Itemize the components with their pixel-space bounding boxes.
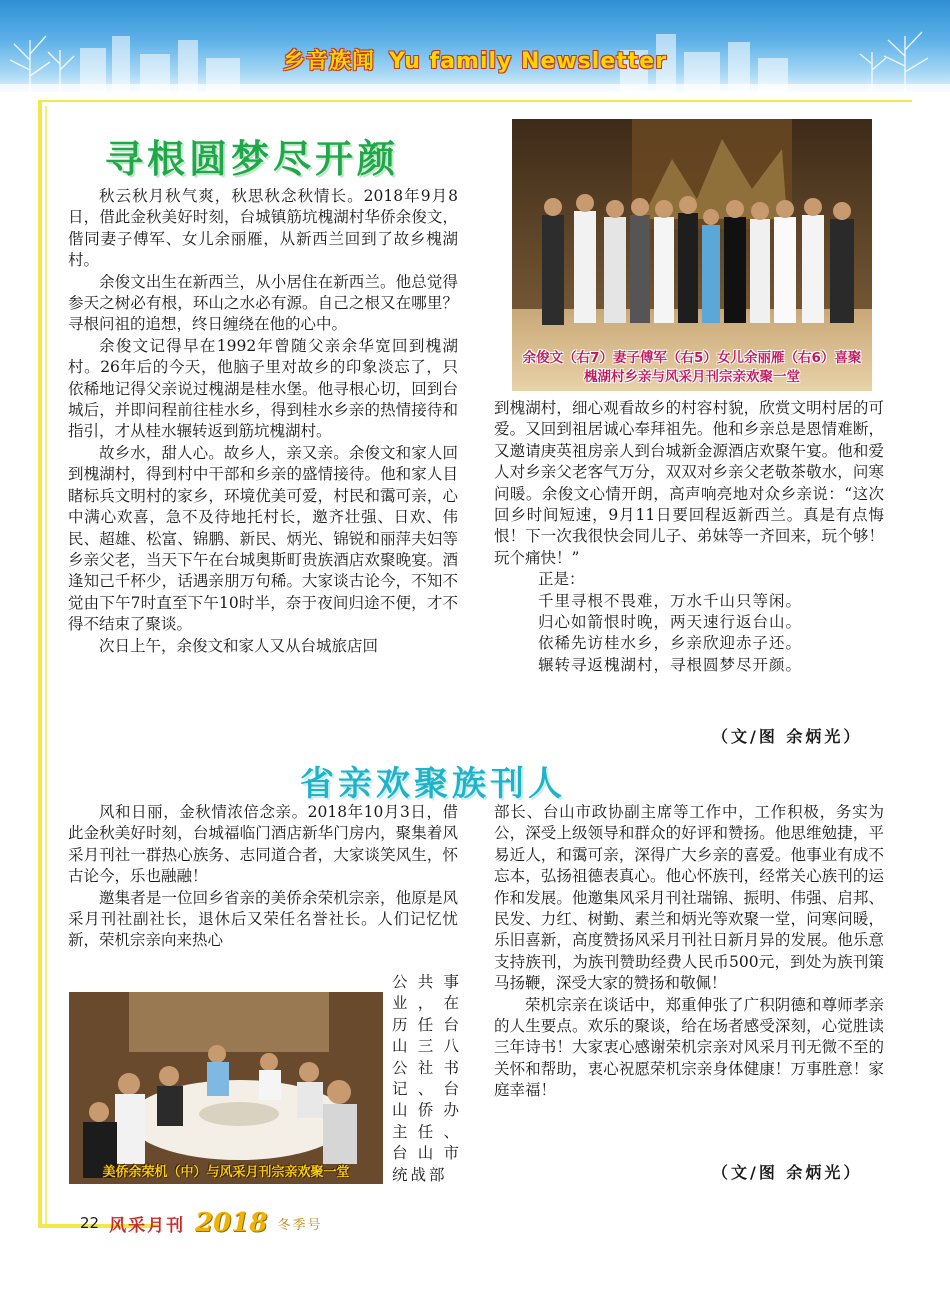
article-1-paragraph: 余俊文记得早在1992年曾随父亲余华宽回到槐湖村。26年后的今天，他脑子里对故乡的印象淡忘了，只依稀地记得父亲说过槐湖是桂水堡。他寻根心切，回到台城后，并即问程前往桂水乡，得到桂水乡亲的热情接待和指引，才从桂水辗转返到筋坑槐湖村。 xyxy=(68,336,458,441)
article-1-paragraph: 次日上午，余俊文和家人又从台城旅店回 xyxy=(99,636,379,655)
article-1-paragraph: 到槐湖村，细心观看故乡的村容村貌，欣赏文明村居的可爱。又回到祖居诚心奉拜祖先。他和乡亲总是恩情难断，又邀请庚英祖房亲人到台城新金源酒店欢聚午宴。他和爱人对乡亲父老客气万分，双双对乡亲父老敬茶敬水，问寒问暖。余俊文心情开朗，高声响亮地对众乡亲说：“这次回乡时间短速，9月11日要回程返新西兰。真是有点悔恨！下一次我很快会同儿子、弟妹等一齐回来，玩个够！玩个痛快！” xyxy=(494,399,884,567)
article-1-byline: （文/图 余炳光） xyxy=(712,727,863,746)
magazine-year: 2018 xyxy=(195,1208,268,1238)
article-2-photo xyxy=(69,992,383,1184)
poem-line: 依稀先访桂水乡，乡亲欣迎赤子还。 xyxy=(538,634,803,653)
article-1-paragraph: 故乡水，甜人心。故乡人，亲又亲。余俊文和家人回到槐湖村，得到村中干部和乡亲的盛情接待。他和家人目睹标兵文明村的家乡，环境优美可爱，村民和霭可亲，心中满心欢喜，急不及待地托村长，邀齐壮强、日欢、伟民、超雄、松富、锦鹏、新民、炳光、锦锐和丽萍夫妇等乡亲父老，当天下午在台城奥斯町贵族酒店欢聚晚宴。酒逢知己千杯少，话遇亲朋万句稀。大家谈古论今，不知不觉由下午7时直至下午10时半，奈于夜间归途不便，才不得不结束了聚谈。 xyxy=(68,443,458,634)
magazine-season: 冬季号 xyxy=(277,1217,323,1233)
newsletter-title xyxy=(0,44,950,75)
poem-line: 辗转寻返槐湖村，寻根圆梦尽开颜。 xyxy=(538,655,803,674)
poem-line: 归心如箭恨时晚，两天速行返台山。 xyxy=(538,613,803,632)
article-1-paragraph: 秋云秋月秋气爽，秋思秋念秋情长。2018年9月8日，借此金秋美好时刻，台城镇筋坑槐湖村华侨余俊文，偕同妻子傅军、女儿余丽雁，从新西兰回到了故乡槐湖村。 xyxy=(68,187,458,270)
page-number: 22 xyxy=(80,1214,100,1232)
article-1-column-2 xyxy=(494,398,884,676)
banquet-photo-icon xyxy=(69,992,383,1184)
article-2-byline: （文/图 余炳光） xyxy=(712,1163,863,1182)
page-footer xyxy=(80,1210,322,1236)
frame-line-left xyxy=(38,100,42,1225)
article-2-column-2 xyxy=(494,802,884,1102)
article-1-paragraph: 余俊文出生在新西兰，从小居住在新西兰。他总觉得参天之树必有根，环山之水必有源。自己之根又在哪里？寻根问祖的追想，终日缠绕在他的心中。 xyxy=(68,272,458,334)
magazine-name: 风采月刊 xyxy=(109,1215,186,1236)
article-2-column-1 xyxy=(68,802,458,952)
newsletter-title-en: Yu family Newsletter xyxy=(388,49,668,74)
poem-line: 千里寻根不畏难，万水千山只等闲。 xyxy=(538,591,803,610)
article-2-narrow-column: 公共事业，在历任台山三八公社书记、台山侨办主任、台山市统战部 xyxy=(392,973,462,1184)
frame-line-left-inner xyxy=(45,106,47,1224)
article-1-photo-caption: 余俊文（右7）妻子傅军（右5）女儿余丽雁（右6）喜聚槐湖村乡亲与风采月刊宗亲欢聚一堂 xyxy=(522,350,862,385)
article-2-paragraph: 部长、台山市政协副主席等工作中，工作积极，务实为公，深受上级领导和群众的好评和赞扬。他思维勉捷，平易近人，和霭可亲，深得广大乡亲的喜爱。他事业有成不忘本，弘扬祖德表真心。他心怀族刊，经常关心族刊的运作和发展。他邀集风采月刊社瑞锦、振明、伟强、启邦、民发、力红、树勤、素兰和炳光等欢聚一堂，问寒问暖，乐旧喜新，高度赞扬风采月刊社日新月异的发展。他乐意支持族刊，为族刊赞助经费人民币500元，到处为族刊策马扬鞭，深受大家的赞扬和敬佩！ xyxy=(494,803,884,993)
article-1-title: 寻根圆梦尽开颜 xyxy=(105,137,400,181)
article-2-photo-caption: 美侨余荣机（中）与风采月刊宗亲欢聚一堂 xyxy=(102,1165,350,1180)
article-1-column-1 xyxy=(68,186,458,657)
article-2-title: 省亲欢聚族刊人 xyxy=(300,764,566,804)
article-1-poem xyxy=(494,569,884,676)
newsletter-title-cn: 乡音族闻 xyxy=(282,49,375,74)
poem-intro: 正是： xyxy=(538,570,585,589)
article-1-photo xyxy=(512,119,872,391)
frame-line-top xyxy=(38,100,912,102)
article-2-paragraph: 邀集者是一位回乡省亲的美侨余荣机宗亲，他原是风采月刊社副社长，退休后又荣任名誉社长。人们记忆忧新，荣机宗亲向来热心 xyxy=(68,888,458,950)
newsletter-banner xyxy=(0,0,950,92)
article-2-paragraph: 荣机宗亲在谈话中，郑重伸张了广积阴德和尊师孝亲的人生要点。欢乐的聚谈，给在场者感受深刻，心觉胜读三年诗书！大家衷心感谢荣机宗亲对风采月刊无微不至的关怀和帮助，衷心祝愿荣机宗亲身体健康！万事胜意！家庭幸福！ xyxy=(494,995,884,1100)
article-2-paragraph: 风和日丽，金秋情浓倍念亲。2018年10月3日，借此金秋美好时刻，台城福临门酒店新华门房内，聚集着风采月刊社一群热心族务、志同道合者，大家谈笑风生，怀古论今，乐也融融！ xyxy=(68,803,458,886)
